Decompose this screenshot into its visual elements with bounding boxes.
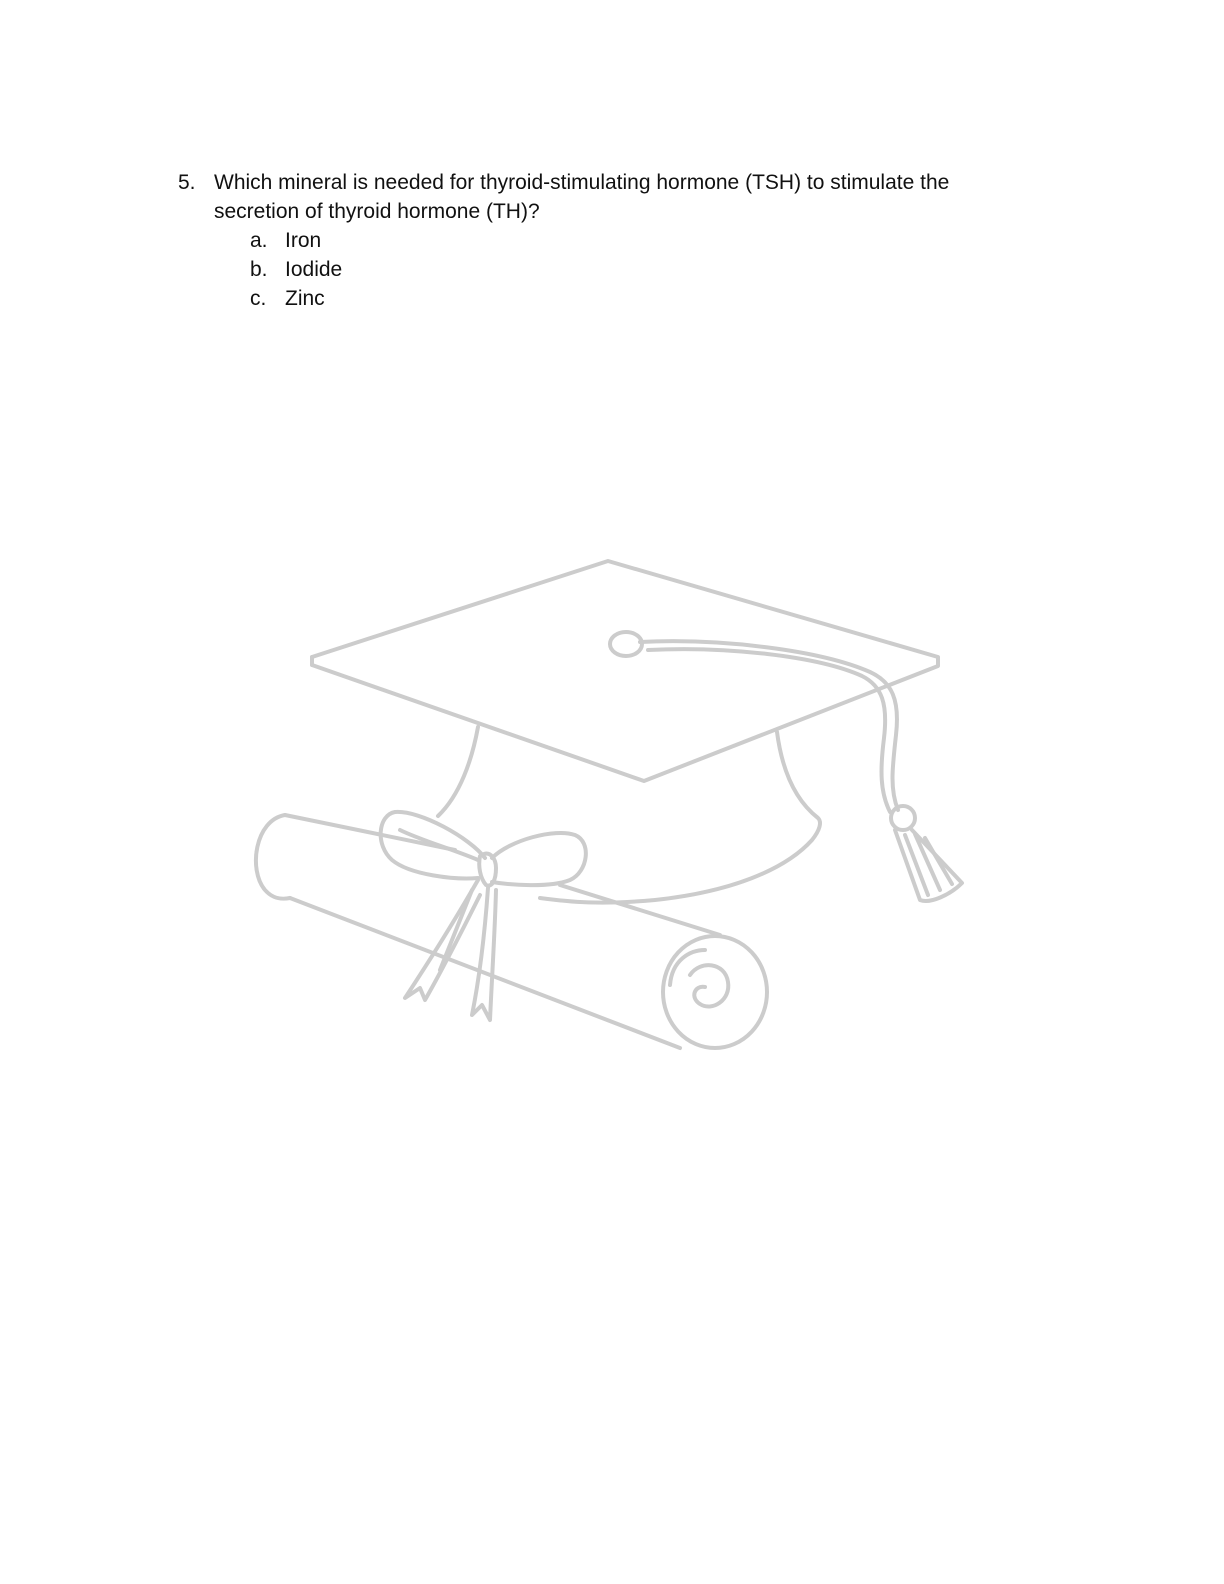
option-b	[250, 255, 1038, 284]
option-letter: a.	[250, 229, 268, 252]
question-text: Which mineral is needed for thyroid-stimulating hormone (TSH) to stimulate the secretion of thyroid hormone (TH)?	[214, 171, 950, 223]
option-letter: b.	[250, 258, 268, 281]
option-letter: c.	[250, 287, 267, 310]
graduation-cap-and-diploma-icon	[240, 550, 980, 1060]
option-text: Zinc	[285, 287, 325, 310]
question-stem	[178, 168, 1038, 226]
option-text: Iron	[285, 229, 322, 252]
option-c	[250, 284, 1038, 313]
option-text: Iodide	[285, 258, 343, 281]
option-a	[250, 226, 1038, 255]
diploma-scroll-icon	[256, 815, 767, 1048]
question-number: 5.	[178, 171, 196, 194]
answer-options	[178, 226, 1038, 313]
question-block	[178, 168, 1038, 313]
ribbon-bow-icon	[381, 812, 586, 1020]
